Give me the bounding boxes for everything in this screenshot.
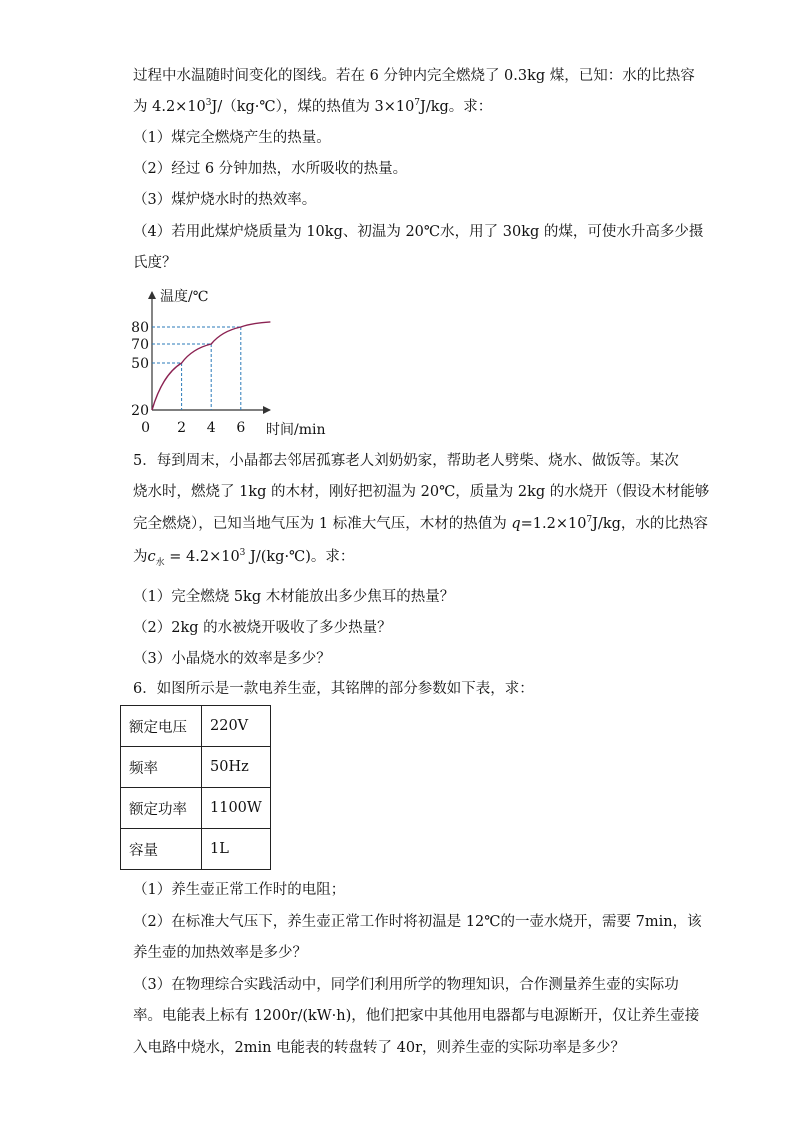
p4-question-4-line2: 氏度？	[133, 255, 177, 271]
y-tick-labels	[131, 320, 149, 419]
table-cell-key: 额定功率	[121, 788, 202, 829]
x-tick-label: 4	[206, 420, 216, 436]
x-tick-label: 2	[177, 420, 187, 436]
table-row	[121, 829, 271, 870]
p5-line2: 烧水时，燃烧了 1kg 的木材，刚好把初温为 20℃，质量为 2kg 的水烧开（假设木材能够	[133, 484, 710, 500]
table-row	[121, 747, 271, 788]
table-cell-key: 额定电压	[121, 706, 202, 747]
table-cell-key: 容量	[121, 829, 202, 870]
p5-line4-d: J/(kg·℃)。求：	[245, 549, 355, 565]
p5-line3-c: J/kg，水的比热容	[592, 516, 708, 532]
p6-question-3-line3: 入电路中烧水，2min 电能表的转盘转了 40r，则养生壶的实际功率是多少？	[133, 1040, 626, 1056]
x-tick-labels	[141, 420, 245, 436]
var-c: c	[147, 549, 156, 565]
p6-question-3-line2: 率。电能表上标有 1200r/(kW·h)，他们把家中其他用电器都与电源断开，仅让养生壶接	[133, 1008, 700, 1024]
p4-intro-line2-a: 为 4.2×10	[133, 99, 206, 115]
table-cell-value: 1100W	[202, 788, 271, 829]
p4-intro-line2-c: J/kg。求：	[420, 99, 493, 115]
x-tick-label: 6	[236, 420, 246, 436]
exp-3: 3	[205, 98, 212, 109]
p5-line3-a: 完全燃烧），已知当地气压为 1 标准大气压，木材的热值为	[133, 516, 512, 532]
p4-intro-line2	[133, 97, 492, 117]
x-axis-label: 时间/min	[266, 422, 326, 438]
p6-question-1: （1）养生壶正常工作时的电阻；	[133, 882, 346, 898]
exp-3b: 3	[239, 548, 246, 559]
table-cell-key: 频率	[121, 747, 202, 788]
p6-question-3-line1: （3）在物理综合实践活动中，同学们利用所学的物理知识，合作测量养生壶的实际功	[133, 977, 679, 993]
p6-line1: 6．如图所示是一款电养生壶，其铭牌的部分参数如下表，求：	[133, 681, 534, 697]
p5-question-1: （1）完全燃烧 5kg 木材能放出多少焦耳的热量？	[133, 589, 455, 605]
exp-7: 7	[414, 98, 421, 109]
sub-water: 水	[155, 557, 165, 568]
table-cell-value: 50Hz	[202, 747, 271, 788]
var-q: q	[511, 516, 521, 532]
exp-7b: 7	[586, 515, 593, 526]
p5-question-2: （2）2kg 的水被烧开吸收了多少热量？	[133, 620, 392, 636]
p4-intro-line2-b: J/（kg·℃），煤的热值为 3×10	[211, 99, 415, 115]
table-row	[121, 788, 271, 829]
p4-intro-line1: 过程中水温随时间变化的图线。若在 6 分钟内完全燃烧了 0.3kg 煤，已知：水的比热容	[133, 68, 695, 84]
table-cell-value: 1L	[202, 829, 271, 870]
p5-question-3: （3）小晶烧水的效率是多少？	[133, 651, 331, 667]
p6-question-2-line1: （2）在标准大气压下，养生壶正常工作时将初温是 12℃的一壶水烧开，需要 7min，该	[133, 914, 702, 930]
table-row	[121, 706, 271, 747]
p4-question-3: （3）煤炉烧水时的热效率。	[133, 192, 317, 208]
y-tick-label: 20	[131, 403, 149, 419]
p5-line3-b: =1.2×10	[520, 516, 587, 532]
y-axis-label: 温度/℃	[160, 289, 209, 305]
y-tick-label: 80	[131, 320, 149, 336]
table-cell-value: 220V	[202, 706, 271, 747]
temperature-time-graph	[120, 282, 340, 442]
dashed-guides	[152, 327, 241, 410]
p4-question-1: （1）煤完全燃烧产生的热量。	[133, 130, 331, 146]
p5-line4-a: 为	[133, 549, 148, 565]
x-tick-label: 0	[141, 420, 150, 436]
y-tick-label: 50	[131, 356, 149, 372]
p4-question-2: （2）经过 6 分钟加热，水所吸收的热量。	[133, 161, 408, 177]
p5-line4	[133, 547, 354, 573]
p5-line3	[133, 514, 708, 534]
p5-line4-b: = 4.2×10	[164, 549, 240, 565]
p4-question-4-line1: （4）若用此煤炉烧质量为 10kg、初温为 20℃水，用了 30kg 的煤，可使水升高多少摄	[133, 224, 704, 240]
p5-line1: 5．每到周末，小晶都去邻居孤寡老人刘奶奶家，帮助老人劈柴、烧水、做饭等。某次	[133, 453, 679, 469]
kettle-spec-table	[120, 705, 271, 870]
y-tick-label: 70	[131, 337, 149, 353]
p6-question-2-line2: 养生壶的加热效率是多少？	[133, 945, 307, 961]
